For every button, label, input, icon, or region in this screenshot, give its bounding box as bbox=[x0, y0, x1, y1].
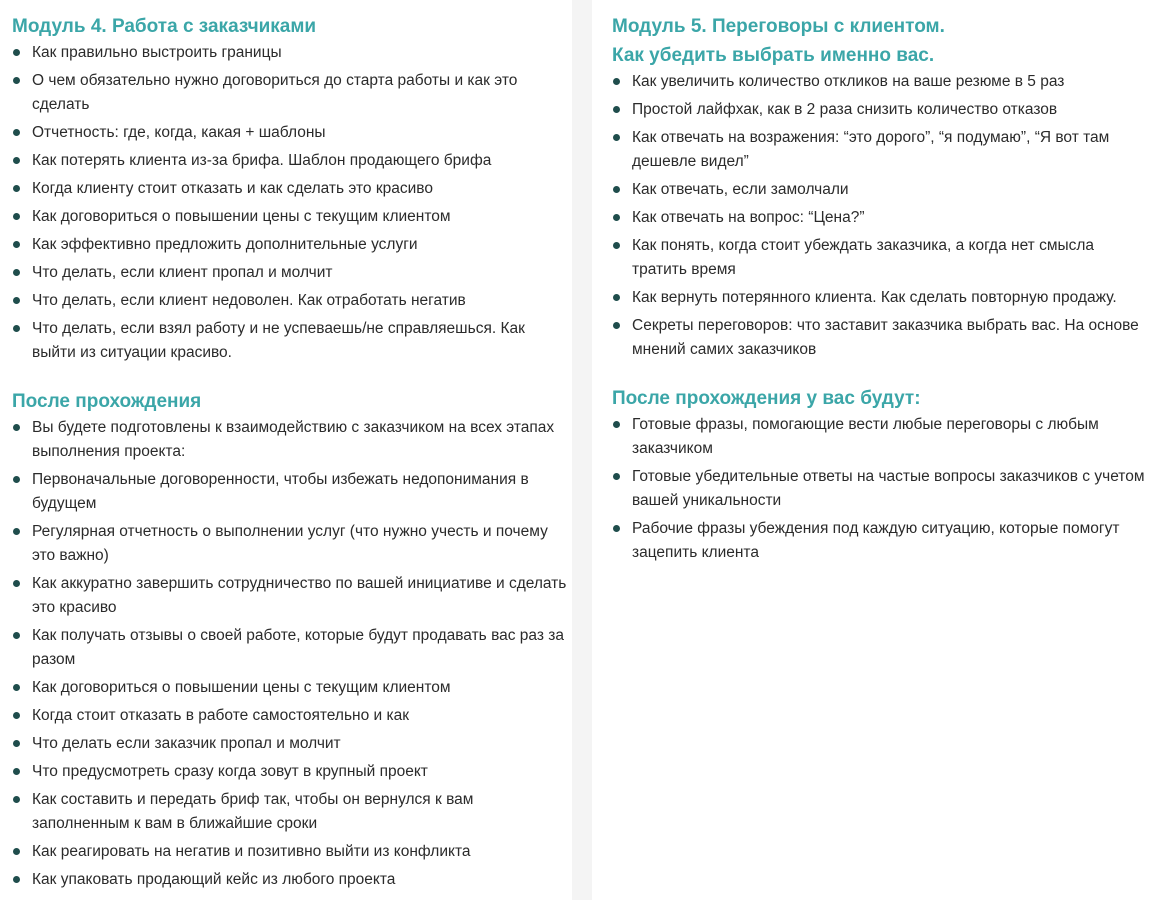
list-item: Как увеличить количество откликов на ваше резюме в 5 раз bbox=[612, 70, 1152, 94]
module-4-title: Модуль 4. Работа с заказчиками bbox=[12, 16, 317, 37]
list-item: Когда клиенту стоит отказать и как сделать это красиво bbox=[12, 177, 568, 201]
list-item: Что делать, если взял работу и не успеваешь/не справляешься. Как выйти из ситуации красиво. bbox=[12, 317, 568, 365]
list-item: Регулярная отчетность о выполнении услуг (что нужно учесть и почему это важно) bbox=[12, 520, 568, 568]
module-4-results-title: После прохождения bbox=[12, 391, 202, 412]
list-item: Как потерять клиента из-за брифа. Шаблон продающего брифа bbox=[12, 149, 568, 173]
list-item: Что делать если заказчик пропал и молчит bbox=[12, 732, 568, 756]
list-item: Секреты переговоров: что заставит заказчика выбрать вас. На основе мнений самих заказчиков bbox=[612, 314, 1152, 362]
module-4-topic-list bbox=[12, 41, 568, 365]
list-item: Как отвечать на вопрос: “Цена?” bbox=[612, 206, 1152, 230]
list-item: Как правильно выстроить границы bbox=[12, 41, 568, 65]
list-item: О чем обязательно нужно договориться до старта работы и как это сделать bbox=[12, 69, 568, 117]
module-5-column bbox=[612, 0, 1152, 569]
list-item: Готовые фразы, помогающие вести любые переговоры с любым заказчиком bbox=[612, 413, 1152, 461]
list-item: Как получать отзывы о своей работе, которые будут продавать вас раз за разом bbox=[12, 624, 568, 672]
list-item: Вы будете подготовлены к взаимодействию с заказчиком на всех этапах выполнения проекта: bbox=[12, 416, 568, 464]
list-item: Как отвечать на возражения: “это дорого”, “я подумаю”, “Я вот там дешевле видел” bbox=[612, 126, 1152, 174]
module-5-results-list bbox=[612, 413, 1152, 565]
list-item: Как отвечать, если замолчали bbox=[612, 178, 1152, 202]
module-5-title-line-2: Как убедить выбрать именно вас. bbox=[612, 45, 935, 66]
list-item: Как упаковать продающий кейс из любого проекта bbox=[12, 868, 568, 892]
column-divider bbox=[572, 0, 592, 900]
module-4-results-list bbox=[12, 416, 568, 892]
list-item: Что предусмотреть сразу когда зовут в крупный проект bbox=[12, 760, 568, 784]
list-item: Что делать, если клиент пропал и молчит bbox=[12, 261, 568, 285]
list-item: Что делать, если клиент недоволен. Как отработать негатив bbox=[12, 289, 568, 313]
list-item: Как договориться о повышении цены с текущим клиентом bbox=[12, 676, 568, 700]
list-item: Простой лайфхак, как в 2 раза снизить количество отказов bbox=[612, 98, 1152, 122]
module-4-column bbox=[12, 0, 568, 896]
module-5-topic-list bbox=[612, 70, 1152, 362]
list-item: Как договориться о повышении цены с текущим клиентом bbox=[12, 205, 568, 229]
module-5-title-line-1: Модуль 5. Переговоры с клиентом. bbox=[612, 16, 945, 37]
list-item: Готовые убедительные ответы на частые вопросы заказчиков с учетом вашей уникальности bbox=[612, 465, 1152, 513]
list-item: Как составить и передать бриф так, чтобы он вернулся к вам заполненным к вам в ближайшие сроки bbox=[12, 788, 568, 836]
list-item: Как реагировать на негатив и позитивно выйти из конфликта bbox=[12, 840, 568, 864]
list-item: Как аккуратно завершить сотрудничество по вашей инициативе и сделать это красиво bbox=[12, 572, 568, 620]
list-item: Как понять, когда стоит убеждать заказчика, а когда нет смысла тратить время bbox=[612, 234, 1152, 282]
list-item: Как эффективно предложить дополнительные услуги bbox=[12, 233, 568, 257]
list-item: Рабочие фразы убеждения под каждую ситуацию, которые помогут зацепить клиента bbox=[612, 517, 1152, 565]
list-item: Первоначальные договоренности, чтобы избежать недопонимания в будущем bbox=[12, 468, 568, 516]
list-item: Когда стоит отказать в работе самостоятельно и как bbox=[12, 704, 568, 728]
module-5-results-title: После прохождения у вас будут: bbox=[612, 388, 921, 409]
list-item: Отчетность: где, когда, какая + шаблоны bbox=[12, 121, 568, 145]
list-item: Как вернуть потерянного клиента. Как сделать повторную продажу. bbox=[612, 286, 1152, 310]
